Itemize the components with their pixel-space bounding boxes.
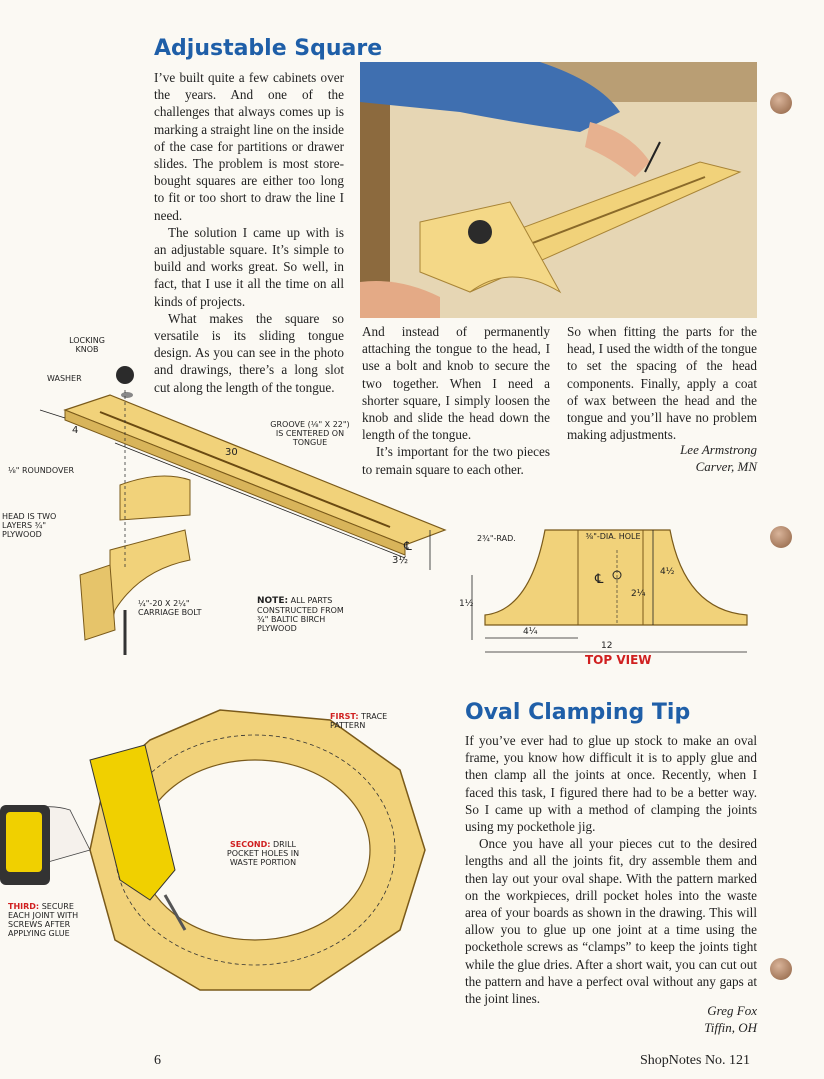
paragraph: It’s important for the two pieces to remain square to each other. — [362, 444, 550, 477]
note-text: ALL PARTS CONSTRUCTED FROM ¾" BALTIC BIRCH PLYWOOD — [257, 596, 344, 633]
drawing-adjustable-square — [2, 330, 460, 670]
dimension-4: 4 — [72, 425, 79, 436]
square-drawing-graphic — [20, 330, 460, 670]
callout-second-text: DRILL POCKET HOLES IN WASTE PORTION — [226, 840, 300, 867]
author-location: Tiffin, OH — [704, 1020, 757, 1035]
author-location: Carver, MN — [695, 459, 757, 474]
author-name: Lee Armstrong — [680, 442, 757, 457]
dimension-12: 12 — [601, 641, 613, 651]
magazine-issue: ShopNotes No. 121 — [640, 1053, 751, 1068]
callout-first — [330, 712, 410, 730]
paragraph: What makes the square so versatile is its sliding tongue design. As you can see in the photo and drawings, there’s a long slot cut along the length of the tongue. — [154, 310, 344, 395]
callout-second — [218, 840, 308, 867]
callout-first-label: FIRST: — [330, 712, 359, 721]
callout-first-text: TRACE PATTERN — [330, 712, 388, 730]
article2-signature — [565, 1002, 757, 1036]
binder-hole-bottom — [770, 958, 792, 980]
centerline-symbol: ℄ — [595, 572, 604, 587]
dimension-4-quarter: 4¼ — [523, 627, 538, 637]
label-roundover: ⅛" ROUNDOVER — [8, 466, 75, 475]
article1-column3 — [567, 323, 757, 443]
dimension-2-quarter: 2¼ — [631, 589, 646, 599]
article1-signature — [567, 441, 757, 475]
dimension-30: 30 — [225, 447, 238, 458]
paragraph: I’ve built quite a few cabinets over the years. And one of the challenges that always comes up is marking a straight line on the inside of the case for partitions or drawer slides. The problem is most store-bought squares are either too long to fit or too short to draw the line I need. — [154, 70, 344, 223]
paragraph: The solution I came up with is an adjustable square. It’s simple to build and works great. So well, in fact, that I use it all the time on all kinds of projects. — [154, 224, 344, 309]
article-title-adjustable-square: Adjustable Square — [154, 36, 383, 61]
paragraph: If you’ve ever had to glue up stock to make an oval frame, you know how difficult it is to apply glue and then clamp all the joints at once. Recently, when I faced this task, I figured there had to be a better way. So I came up with a method of clamping the joints using my pockethole jig. — [465, 733, 757, 835]
drawing-oval-clamping — [0, 700, 450, 1020]
drawing-top-view — [455, 520, 765, 670]
label-carriage-bolt: ¼"-20 X 2¼" CARRIAGE BOLT — [138, 599, 202, 617]
callout-third-label: THIRD: — [8, 902, 40, 911]
label-washer: WASHER — [47, 374, 82, 383]
caption-top-view: TOP VIEW — [585, 653, 652, 667]
dimension-3-half: 3½ — [392, 555, 409, 566]
label-locking-knob: LOCKING KNOB — [69, 336, 105, 354]
binder-hole-middle — [770, 526, 792, 548]
paragraph: So when fitting the parts for the head, I used the width of the tongue to set the spacing of the head components. Finally, apply a coat of wax between the head and the tongue and you’ll have no problem making adjustments. — [567, 324, 757, 443]
page-number: 6 — [154, 1053, 161, 1068]
author-name: Greg Fox — [707, 1003, 757, 1018]
label-hole: ⅜"-DIA. HOLE — [585, 532, 641, 541]
dimension-4-half: 4½ — [660, 567, 675, 577]
callout-third — [8, 902, 98, 938]
callout-third-text: SECURE EACH JOINT WITH SCREWS AFTER APPLYING GLUE — [8, 902, 79, 938]
article-title-oval-clamping-tip: Oval Clamping Tip — [465, 700, 691, 725]
photo-graphic — [360, 62, 757, 318]
dimension-1-half: 1½ — [459, 599, 474, 609]
centerline-symbol: ℄ — [404, 539, 412, 553]
article2-body — [465, 732, 757, 1007]
note-label: NOTE: — [257, 596, 289, 606]
label-groove: GROOVE (⅛" X 22") IS CENTERED ON TONGUE — [270, 420, 350, 447]
label-head-layers: HEAD IS TWO LAYERS ¾" PLYWOOD — [2, 512, 57, 539]
binder-hole-top — [770, 92, 792, 114]
note — [257, 596, 357, 633]
photo-square-in-use — [360, 62, 757, 318]
callout-second-label: SECOND: — [230, 840, 271, 849]
paragraph: And instead of permanently attaching the tongue to the head, I use a bolt and knob to secure the two together. When I need a shorter square, I simply loosen the knob and slide the head down the length of the tongue. — [362, 324, 550, 443]
paragraph: Once you have all your pieces cut to the desired lengths and all the joints fit, dry assemble them and then lay out your oval shape. With the pattern marked on the workpieces, drill pocket holes into the waste area of your boards as shown in the drawing. This will allow you to glue up one joint at a time using the pockethole screws as “clamps” to keep the joints tight while the glue dries. After a short wait, you can cut out the pattern and have a perfect oval without any gaps at the joint lines. — [465, 836, 757, 1007]
label-radius: 2¾"-RAD. — [477, 534, 516, 543]
